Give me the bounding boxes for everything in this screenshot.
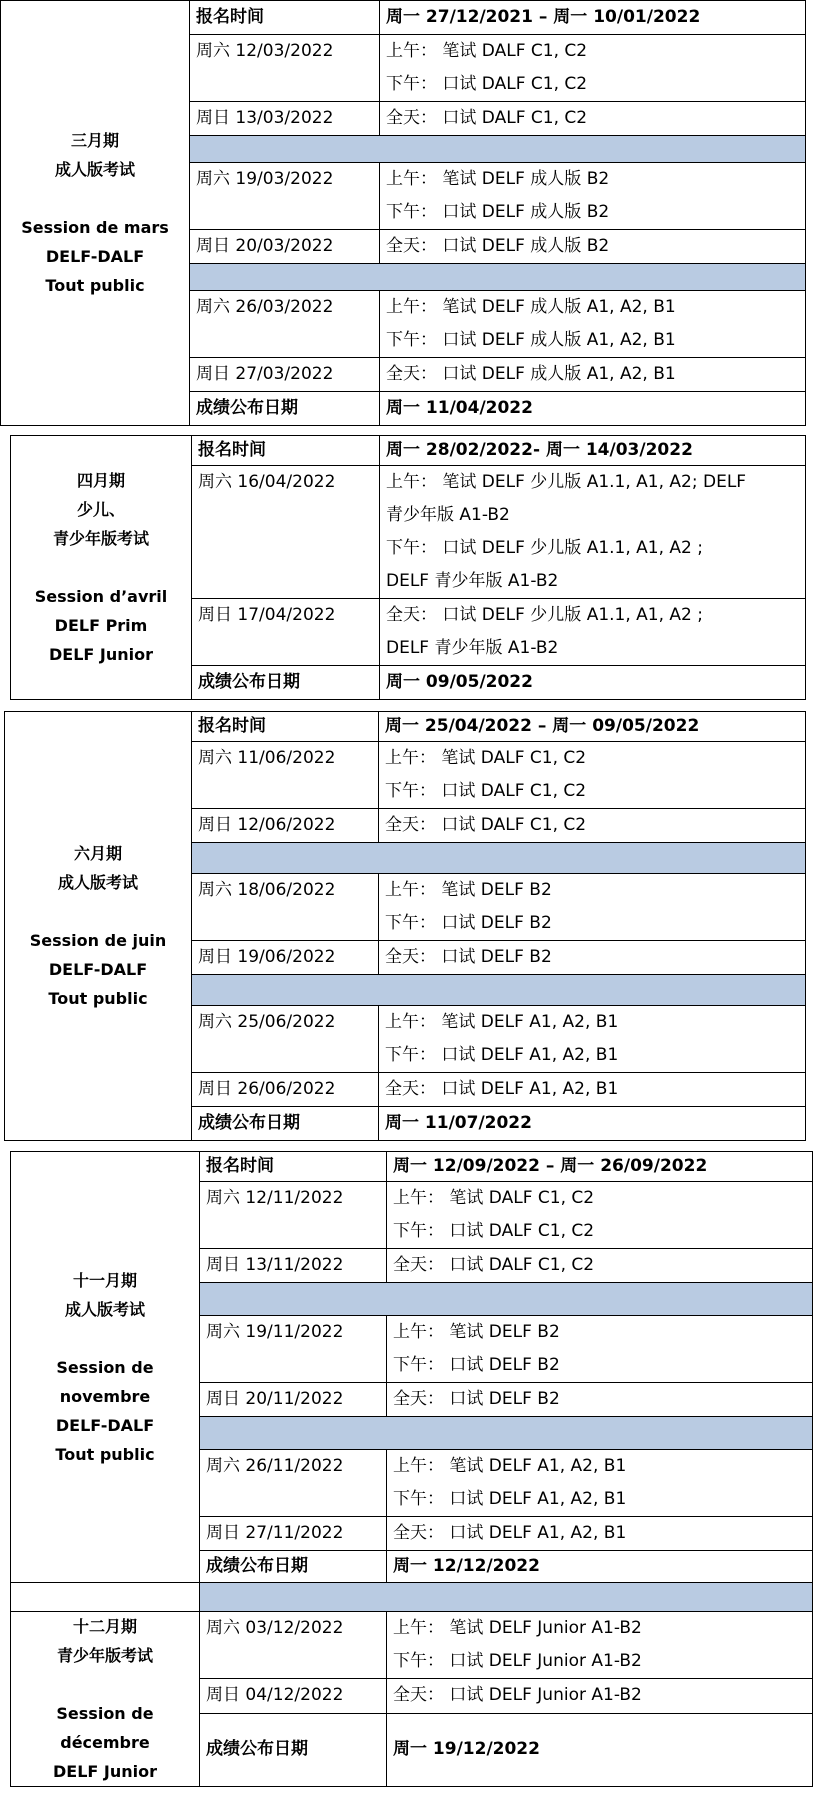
session-label: 三月期 成人版考试 Session de mars DELF-DALF Tout public [1,1,190,426]
exam-schedule: 上午： 笔试 DELF 少儿版 A1.1, A1, A2; DELF 青少年版 A1-B2 下午： 口试 DELF 少儿版 A1.1, A1, A2 ; DELF 青少年版 A1-B2 [380,466,806,599]
result-date: 周一 12/12/2022 [387,1551,813,1583]
exam-date: 周日 19/06/2022 [192,941,379,975]
registration-label: 报名时间 [192,436,380,466]
exam-schedule: 上午： 笔试 DELF 成人版 B2 下午： 口试 DELF 成人版 B2 [380,163,806,230]
exam-date: 周日 27/11/2022 [200,1517,387,1551]
result-date: 周一 11/04/2022 [380,392,806,426]
exam-schedule: 全天： 口试 DELF 少儿版 A1.1, A1, A2 ; DELF 青少年版 A1-B2 [380,599,806,666]
exam-date: 周日 13/03/2022 [190,102,380,136]
exam-schedule: 全天： 口试 DELF B2 [379,941,806,975]
exam-schedule: 全天： 口试 DELF 成人版 A1, A2, B1 [380,358,806,392]
exam-date: 周六 25/06/2022 [192,1006,379,1073]
exam-date: 周六 12/03/2022 [190,35,380,102]
exam-schedule: 上午： 笔试 DALF C1, C2 下午： 口试 DALF C1, C2 [380,35,806,102]
exam-schedule: 上午： 笔试 DELF 成人版 A1, A2, B1 下午： 口试 DELF 成人版 A1, A2, B1 [380,291,806,358]
registration-label: 报名时间 [190,1,380,35]
exam-date: 周六 26/03/2022 [190,291,380,358]
separator-row [200,1417,813,1450]
empty-label-cell [11,1583,200,1612]
exam-date: 周日 27/03/2022 [190,358,380,392]
exam-date: 周日 17/04/2022 [192,599,380,666]
exam-schedule: 全天： 口试 DELF Junior A1-B2 [387,1679,813,1713]
exam-date: 周六 18/06/2022 [192,874,379,941]
exam-date: 周六 12/11/2022 [200,1182,387,1249]
exam-date: 周日 12/06/2022 [192,809,379,843]
separator-row [192,975,806,1006]
exam-schedule: 上午： 笔试 DELF B2 下午： 口试 DELF B2 [387,1316,813,1383]
exam-date: 周日 20/11/2022 [200,1383,387,1417]
exam-schedule: 上午： 笔试 DALF C1, C2 下午： 口试 DALF C1, C2 [387,1182,813,1249]
exam-schedule: 全天： 口试 DALF C1, C2 [379,809,806,843]
session-label: 六月期 成人版考试 Session de juin DELF-DALF Tout public [5,712,192,1141]
registration-dates: 周一 27/12/2021 – 周一 10/01/2022 [380,1,806,35]
exam-schedule: 全天： 口试 DALF C1, C2 [387,1249,813,1283]
result-date: 周一 09/05/2022 [380,666,806,700]
session-label: 四月期 少儿、 青少年版考试 Session d’avril DELF Prim DELF Junior [11,436,192,700]
exam-date: 周六 11/06/2022 [192,742,379,809]
exam-schedule: 全天： 口试 DELF 成人版 B2 [380,230,806,264]
registration-dates: 周一 25/04/2022 – 周一 09/05/2022 [379,712,806,742]
session-juin-table [4,711,806,1141]
result-label: 成绩公布日期 [192,666,380,700]
exam-date: 周日 13/11/2022 [200,1249,387,1283]
exam-schedule: 全天： 口试 DALF C1, C2 [380,102,806,136]
exam-date: 周六 16/04/2022 [192,466,380,599]
result-label: 成绩公布日期 [200,1551,387,1583]
exam-schedule: 上午： 笔试 DELF A1, A2, B1 下午： 口试 DELF A1, A2, B1 [387,1450,813,1517]
separator-row [200,1583,813,1612]
exam-schedule: 上午： 笔试 DELF Junior A1-B2 下午： 口试 DELF Junior A1-B2 [387,1612,813,1679]
exam-schedule: 全天： 口试 DELF A1, A2, B1 [387,1517,813,1551]
exam-schedule: 全天： 口试 DELF A1, A2, B1 [379,1073,806,1107]
result-label: 成绩公布日期 [190,392,380,426]
exam-date: 周日 20/03/2022 [190,230,380,264]
separator-row [190,136,806,163]
result-date: 周一 19/12/2022 [387,1713,813,1786]
session-label: 十二月期 青少年版考试 Session de décembre DELF Junior [11,1612,200,1787]
session-novembre-decembre-table [10,1151,813,1787]
registration-dates: 周一 28/02/2022- 周一 14/03/2022 [380,436,806,466]
exam-date: 周日 26/06/2022 [192,1073,379,1107]
exam-schedule: 上午： 笔试 DELF B2 下午： 口试 DELF B2 [379,874,806,941]
exam-date: 周六 19/11/2022 [200,1316,387,1383]
registration-label: 报名时间 [192,712,379,742]
result-label: 成绩公布日期 [192,1107,379,1141]
exam-schedule: 上午： 笔试 DELF A1, A2, B1 下午： 口试 DELF A1, A2, B1 [379,1006,806,1073]
session-avril-table [10,435,806,700]
registration-dates: 周一 12/09/2022 – 周一 26/09/2022 [387,1152,813,1182]
exam-date: 周日 04/12/2022 [200,1679,387,1713]
exam-schedule: 全天： 口试 DELF B2 [387,1383,813,1417]
result-date: 周一 11/07/2022 [379,1107,806,1141]
separator-row [200,1283,813,1316]
exam-date: 周六 26/11/2022 [200,1450,387,1517]
separator-row [192,843,806,874]
session-label: 十一月期 成人版考试 Session de novembre DELF-DALF Tout public [11,1152,200,1583]
registration-label: 报名时间 [200,1152,387,1182]
exam-schedule: 上午： 笔试 DALF C1, C2 下午： 口试 DALF C1, C2 [379,742,806,809]
result-label: 成绩公布日期 [200,1713,387,1786]
separator-row [190,264,806,291]
exam-date: 周六 03/12/2022 [200,1612,387,1679]
exam-date: 周六 19/03/2022 [190,163,380,230]
session-mars-table [0,0,806,426]
